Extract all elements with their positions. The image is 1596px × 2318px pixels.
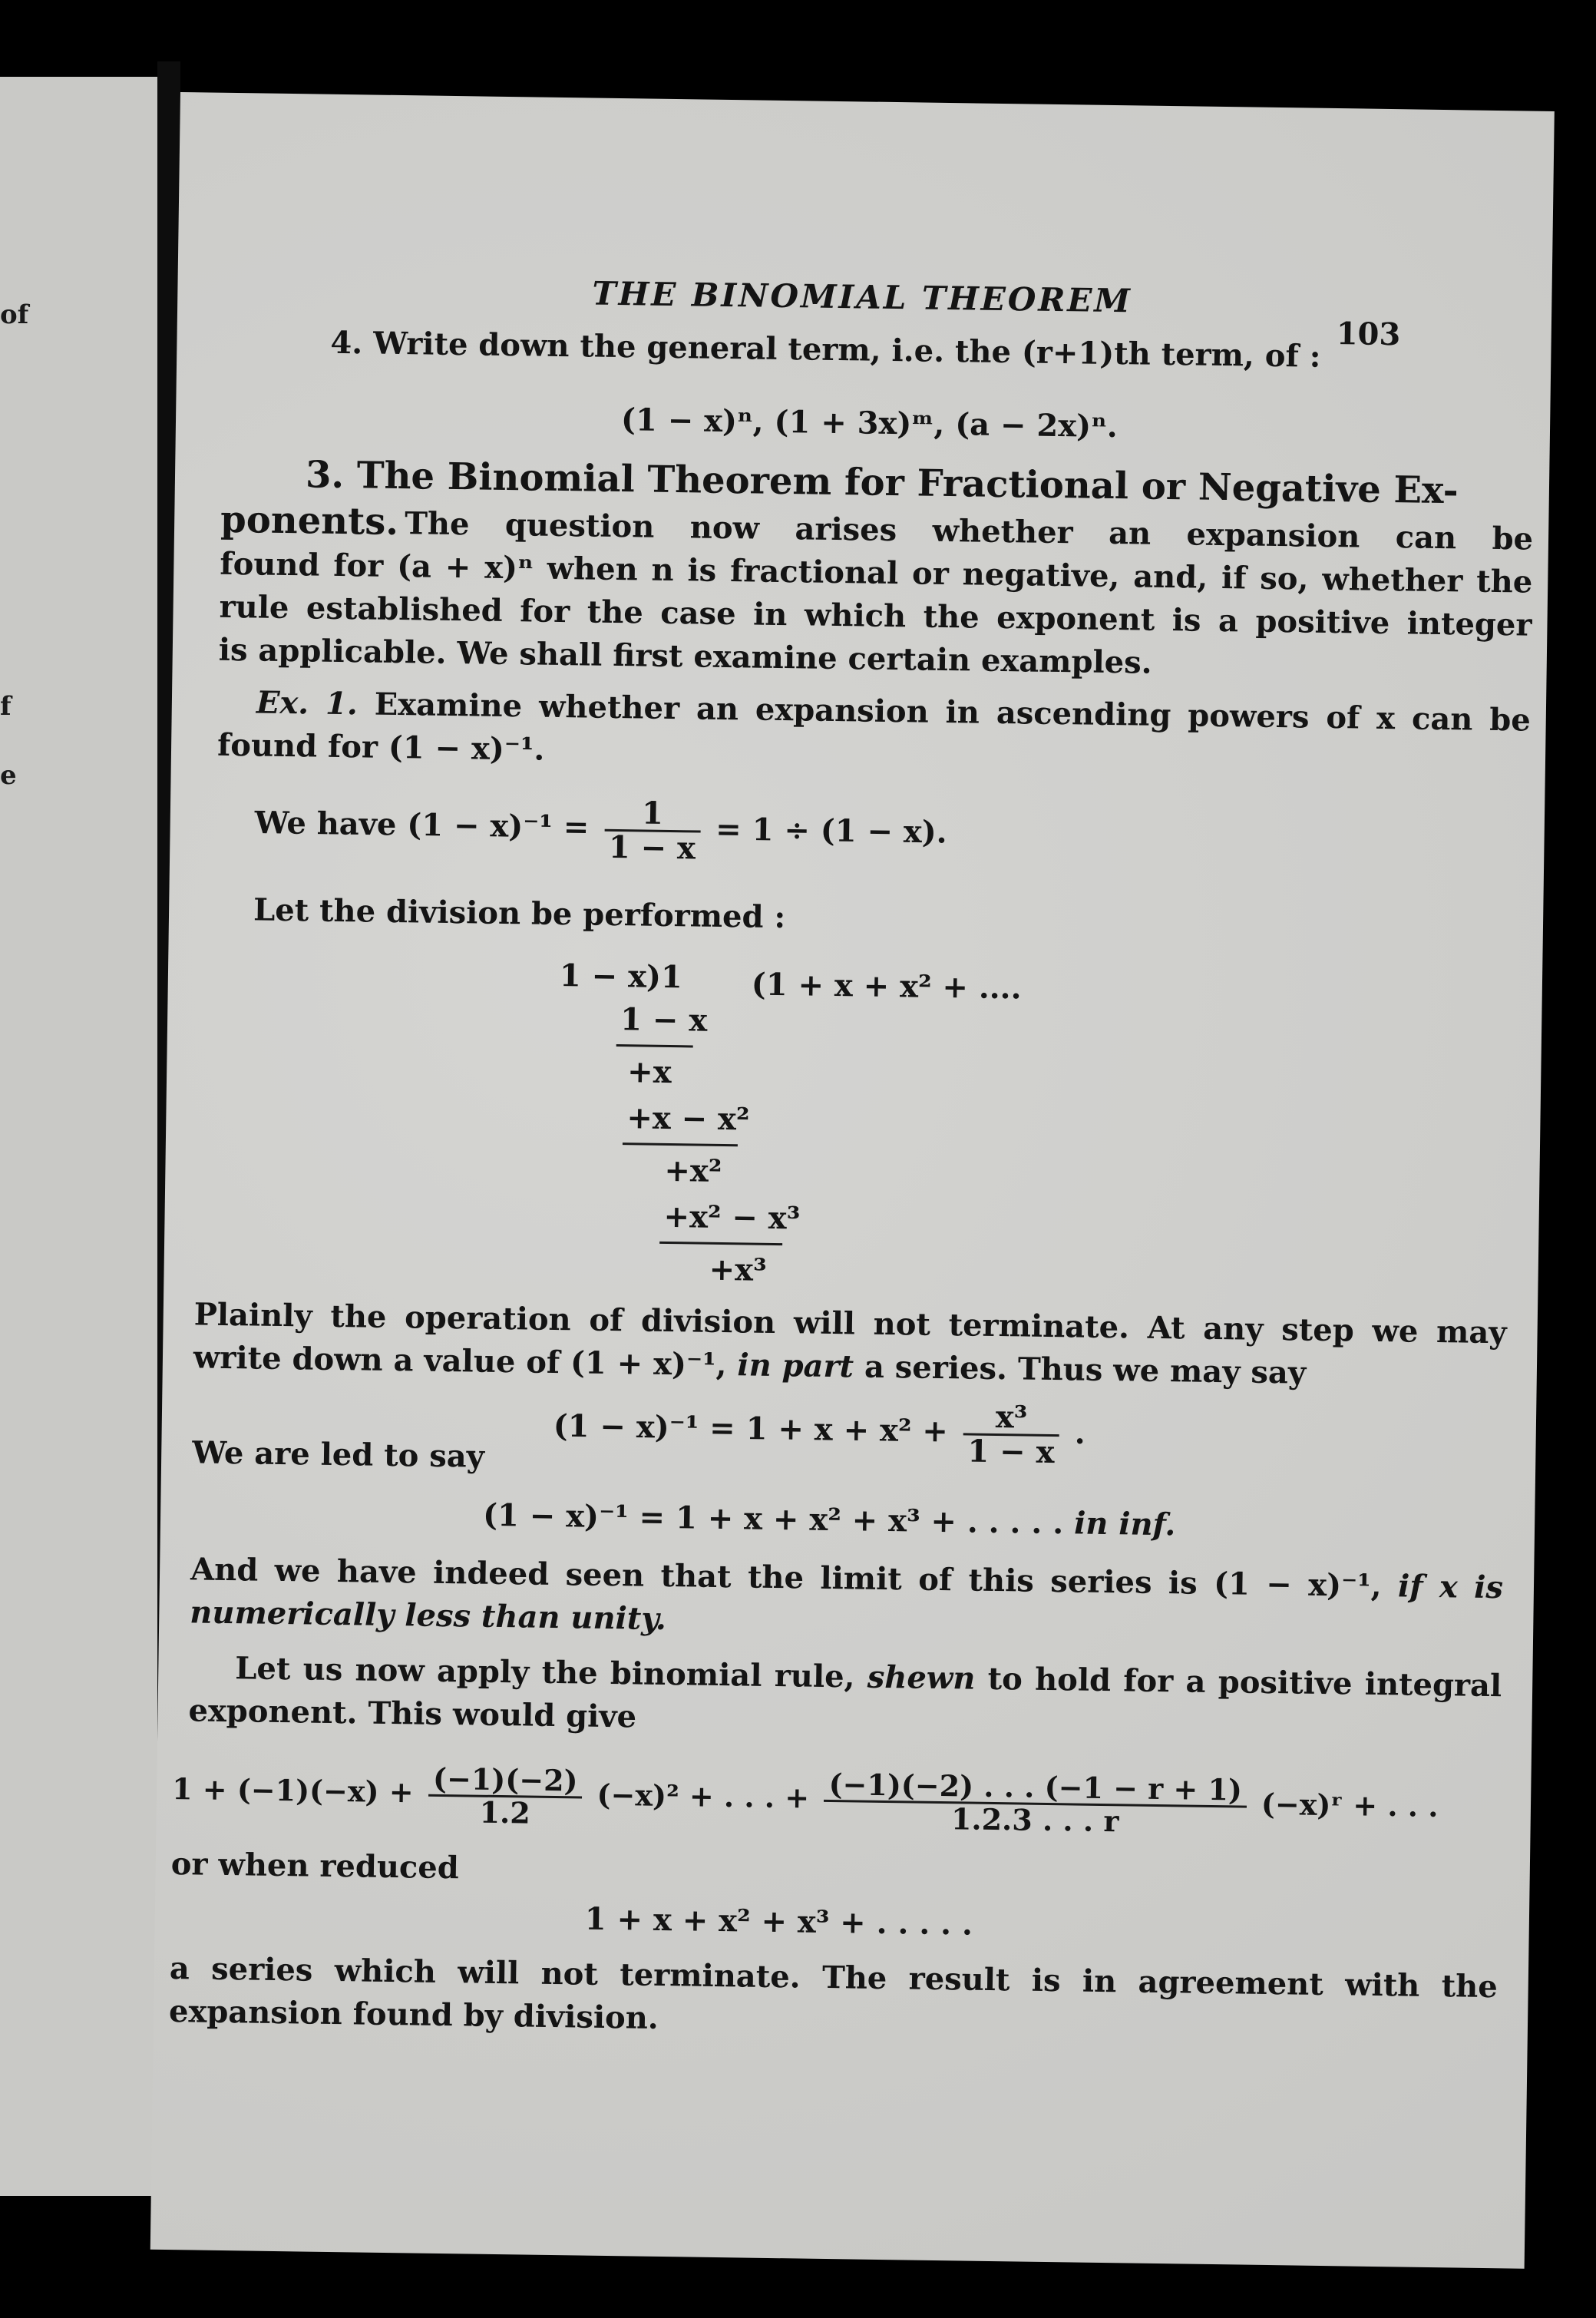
paragraph-2-line-2: write down a value of (1 + x)⁻¹, in part a series. Thus we may say xyxy=(193,1339,1307,1391)
section-line: found for (a + x)ⁿ when n is fractional or negative, and, if so, whether the xyxy=(220,545,1533,600)
division-step: +x³ xyxy=(709,1251,767,1288)
paragraph-3-line-1: And we have indeed seen that the limit of this series is (1 − x)⁻¹, if x is xyxy=(190,1551,1504,1606)
division-rule xyxy=(616,1044,693,1047)
example-label: Ex. 1. xyxy=(256,684,359,723)
section-line: The question now arises whether an expansion can be xyxy=(404,505,1534,557)
left-page-edge xyxy=(0,77,157,2196)
book-page xyxy=(150,92,1555,2269)
example-1-line-2: found for (1 − x)⁻¹. xyxy=(216,726,545,768)
left-page-fragment: f xyxy=(0,691,12,722)
left-page-fragment: of xyxy=(0,299,29,330)
binomial-expansion: 1 + (−1)(−x) + $\frac{(-1)(-2)}{1.2}$ (−x)² + . . . + $\frac{(-1)(-2) . . . (-1 - r + 1)}{1.2.3 . . . r}$ (−x)ʳ + . . . xyxy=(171,1761,1439,1839)
binomial-fraction-1: $\frac{(-1)(-2)}{1.2}$ xyxy=(428,1764,583,1830)
division-step: +x − x² xyxy=(626,1099,750,1138)
or-when-reduced: or when reduced xyxy=(170,1846,460,1886)
reduced-series: 1 + x + x² + x³ + . . . . . xyxy=(584,1900,973,1943)
we-have-equation: We have (1 − x)⁻¹ = $\frac{1}{1 - x}$ = 1 ÷ (1 − x). xyxy=(254,795,947,867)
division-rule xyxy=(659,1242,782,1245)
partial-series-equation: (1 − x)⁻¹ = 1 + x + x² + $\frac{\text{x³}}{1 - x}$ . xyxy=(553,1398,1086,1471)
section-heading: 3. The Binomial Theorem for Fractional or Negative Ex- xyxy=(305,453,1459,513)
binomial-fraction-2: $\frac{(-1)(-2) . . . (-1 - r + 1)}{1.2.3 . . . r}$ xyxy=(824,1769,1247,1838)
infinite-series-equation: (1 − x)⁻¹ = 1 + x + x² + x³ + . . . . . in inf. xyxy=(482,1496,1176,1543)
exercise-4-text: 4. Write down the general term, i.e. the (r+1)th term, of : xyxy=(330,324,1321,375)
paragraph-4-line-2: exponent. This would give xyxy=(188,1692,637,1735)
division-step: +x² xyxy=(664,1152,722,1189)
division-intro: Let the division be performed : xyxy=(253,891,786,936)
division-rule xyxy=(623,1142,738,1146)
division-step: 1 − x xyxy=(620,1001,708,1039)
paragraph-2-line-1: Plainly the operation of division will not terminate. At any step we may xyxy=(193,1296,1507,1351)
division-step: +x² − x³ xyxy=(663,1198,801,1237)
remainder-fraction: $\frac{\text{x³}}{1 - x}$ xyxy=(963,1400,1059,1469)
paragraph-4-line-1: Let us now apply the binomial rule, shewn to hold for a positive integral xyxy=(235,1650,1502,1705)
division-divisor: 1 − x)1 xyxy=(559,957,683,996)
division-step: +x xyxy=(626,1053,672,1091)
section-line: rule established for the case in which the exponent is a positive integer xyxy=(219,588,1532,643)
page-number: 103 xyxy=(1336,316,1401,353)
section-line: is applicable. We shall first examine certain examples. xyxy=(218,631,1152,681)
running-title: THE BINOMIAL THEOREM xyxy=(592,274,1133,320)
closing-line-2: expansion found by division. xyxy=(168,1993,659,2036)
closing-line-1: a series which will not terminate. The result is in agreement with the xyxy=(169,1950,1499,2006)
we-have-fraction: $\frac{1}{1 - x}$ xyxy=(604,797,701,865)
left-page-fragment: e xyxy=(0,760,17,791)
exercise-4-expressions: (1 − x)ⁿ, (1 + 3x)ᵐ, (a − 2x)ⁿ. xyxy=(620,402,1119,445)
section-heading-cont: ponents. xyxy=(220,498,399,544)
example-1-line-1: Ex. 1. Examine whether an expansion in ascending powers of x can be xyxy=(256,684,1532,739)
division-quotient: (1 + x + x² + .... xyxy=(751,966,1022,1007)
led-to-say: We are led to say xyxy=(191,1434,485,1475)
paragraph-3-line-2: numerically less than unity. xyxy=(190,1594,667,1638)
